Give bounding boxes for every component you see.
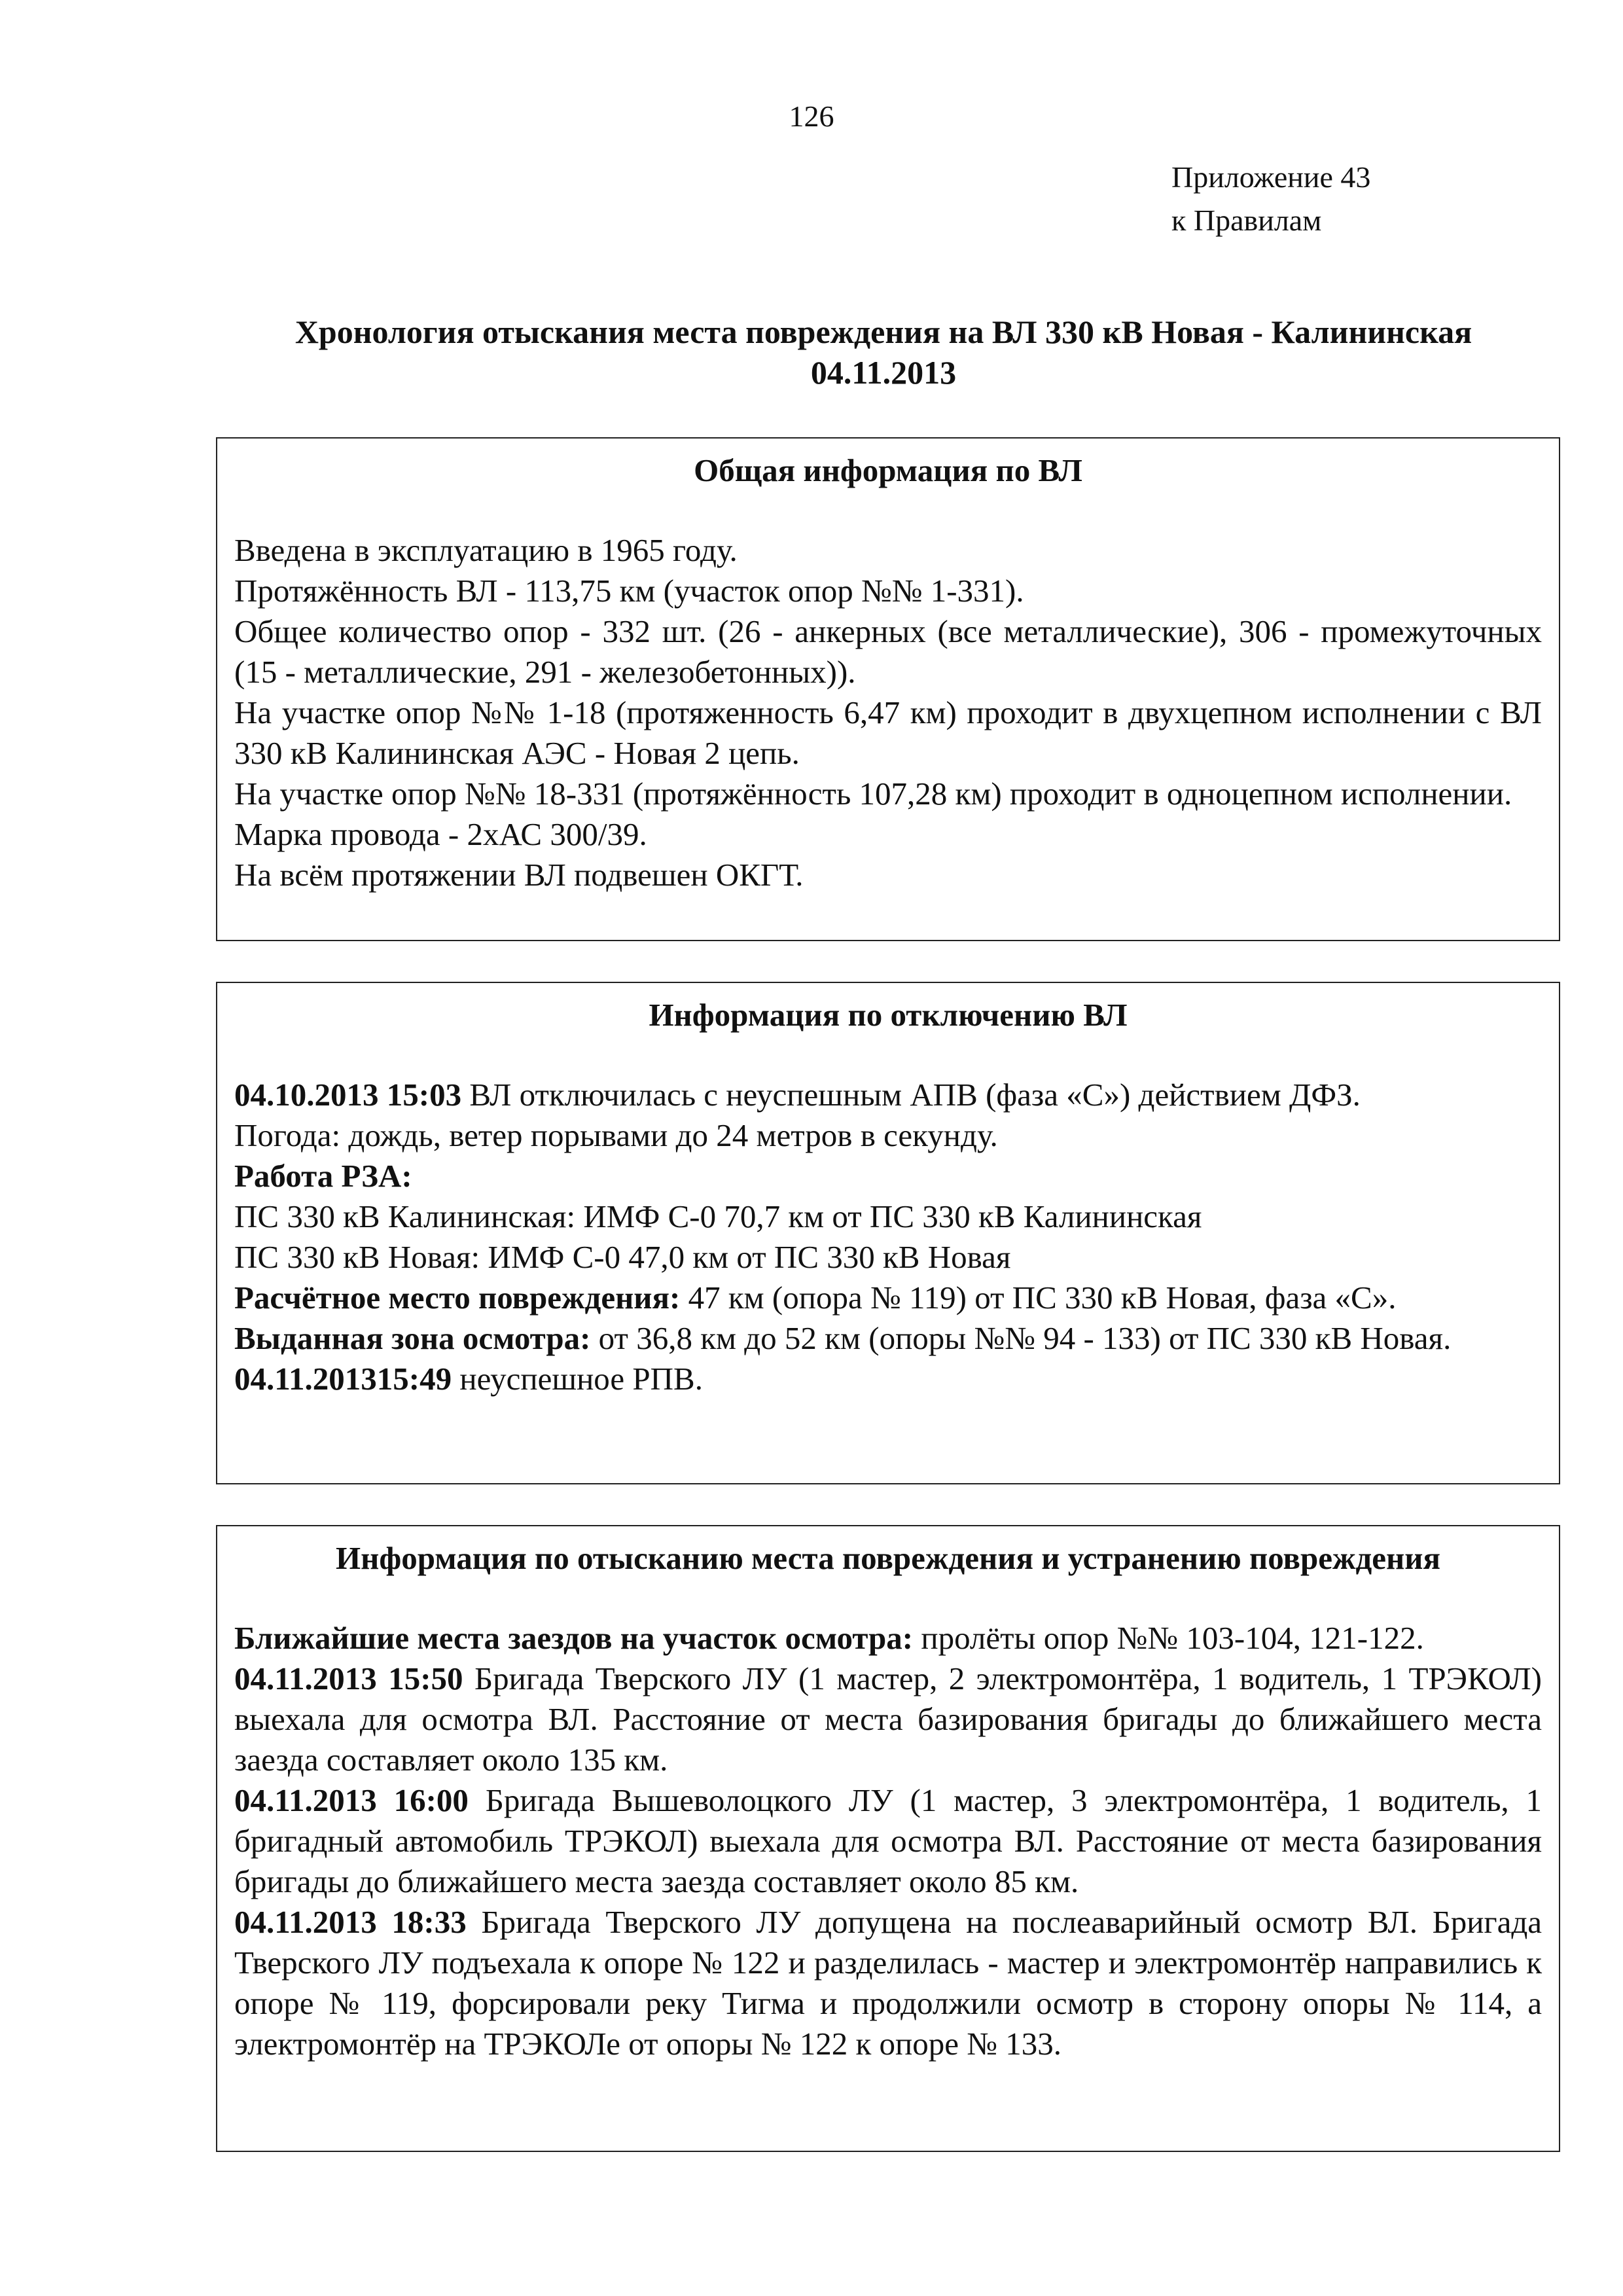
timeline-entry-time: 04.11.2013 15:50: [234, 1660, 463, 1696]
calculated-fault-label: Расчётное место повреждения:: [234, 1280, 681, 1316]
nearest-access-paragraph: [234, 1618, 1542, 1659]
shutdown-info-heading: Информация по отключению ВЛ: [649, 997, 1128, 1033]
general-info-heading: Общая информация по ВЛ: [694, 452, 1082, 488]
timeline-entry-text: Бригада Вышеволоцкого ЛУ (1 мастер, 3 электромонтёра, 1 водитель, 1 бригадный автомобиль ТРЭКОЛ) выехала для осмотра ВЛ. Расстояние от места базирования бригады до ближайшего места заезда составляет около 85 км.: [234, 1782, 1542, 1899]
fault-search-heading: Информация по отысканию места повреждения и устранению повреждения: [335, 1540, 1441, 1576]
general-info-paragraph: На всём протяжении ВЛ подвешен ОКГТ.: [234, 857, 804, 893]
calculated-fault-paragraph: [234, 1278, 1542, 1318]
rpv-time: 04.11.201315:49: [234, 1361, 452, 1397]
inspection-zone-paragraph: [234, 1318, 1542, 1359]
rza-kalininskaya-paragraph: ПС 330 кВ Калининская: ИМФ С-0 70,7 км от ПС 330 кВ Калининская: [234, 1198, 1202, 1234]
appendix-note: [1171, 156, 1370, 242]
page-number: 126: [789, 99, 834, 133]
general-info-box: [216, 437, 1560, 941]
timeline-entry: [234, 1780, 1542, 1902]
rpv-text: неуспешное РПВ.: [452, 1361, 703, 1397]
general-info-paragraph: На участке опор №№ 1-18 (протяженность 6,47 км) проходит в двухцепном исполнении с ВЛ 330 кВ Калининская АЭС - Новая 2 цепь.: [234, 694, 1542, 771]
weather-paragraph: Погода: дождь, ветер порывами до 24 метров в секунду.: [234, 1117, 998, 1153]
rpv-paragraph: [234, 1359, 1542, 1399]
general-info-paragraph: Протяжённость ВЛ - 113,75 км (участок опор №№ 1-331).: [234, 573, 1024, 609]
rza-novaya-paragraph: ПС 330 кВ Новая: ИМФ С-0 47,0 км от ПС 330 кВ Новая: [234, 1239, 1011, 1275]
shutdown-event-text: ВЛ отключилась с неуспешным АПВ (фаза «С») действием ДФЗ.: [461, 1077, 1361, 1113]
appendix-line-2: к Правилам: [1171, 204, 1322, 237]
timeline-entry-time: 04.11.2013 18:33: [234, 1904, 467, 1940]
appendix-line-1: Приложение 43: [1171, 160, 1371, 194]
shutdown-event-time: 04.10.2013 15:03: [234, 1077, 462, 1113]
document-title: [196, 312, 1571, 393]
inspection-zone-label: Выданная зона осмотра:: [234, 1320, 591, 1356]
general-info-paragraph: Общее количество опор - 332 шт. (26 - анкерных (все металлические), 306 - промежуточных (15 - металлические, 291 - железобетонных)).: [234, 613, 1542, 690]
shutdown-event-paragraph: [234, 1075, 1542, 1115]
general-info-paragraph: Марка провода - 2хАС 300/39.: [234, 816, 647, 852]
rza-heading-label: Работа РЗА:: [234, 1158, 412, 1194]
nearest-access-text: пролёты опор №№ 103-104, 121-122.: [913, 1620, 1424, 1656]
general-info-paragraph: Введена в эксплуатацию в 1965 году.: [234, 532, 738, 568]
inspection-zone-text: от 36,8 км до 52 км (опоры №№ 94 - 133) от ПС 330 кВ Новая.: [590, 1320, 1452, 1356]
rza-heading: [234, 1156, 1542, 1196]
timeline-entry-time: 04.11.2013 16:00: [234, 1782, 469, 1818]
fault-search-box: [216, 1525, 1560, 2152]
timeline-entry-text: Бригада Тверского ЛУ допущена на послеаварийный осмотр ВЛ. Бригада Тверского ЛУ подъехала к опоре № 122 и разделилась - мастер и электромонтёр направились к опоре № 119, форсировали реку Тигма и продолжили осмотр в сторону опоры № 114, а электромонтёр на ТРЭКОЛе от опоры № 122 к опоре № 133.: [234, 1904, 1542, 2062]
nearest-access-label: Ближайшие места заездов на участок осмотра:: [234, 1620, 914, 1656]
shutdown-info-box: [216, 982, 1560, 1484]
general-info-paragraph: На участке опор №№ 18-331 (протяжённость 107,28 км) проходит в одноцепном исполнении.: [234, 776, 1512, 812]
timeline-entry: [234, 1659, 1542, 1780]
timeline-entry: [234, 1902, 1542, 2064]
document-title-date: 04.11.2013: [810, 354, 957, 391]
timeline-entry-text: Бригада Тверского ЛУ (1 мастер, 2 электромонтёра, 1 водитель, 1 ТРЭКОЛ) выехала для осмотра ВЛ. Расстояние от места базирования бригады до ближайшего места заезда составляет около 135 км.: [234, 1660, 1542, 1778]
calculated-fault-text: 47 км (опора № 119) от ПС 330 кВ Новая, фаза «С».: [680, 1280, 1397, 1316]
document-title-line-1: Хронология отыскания места повреждения на ВЛ 330 кВ Новая - Калининская: [294, 314, 1472, 350]
